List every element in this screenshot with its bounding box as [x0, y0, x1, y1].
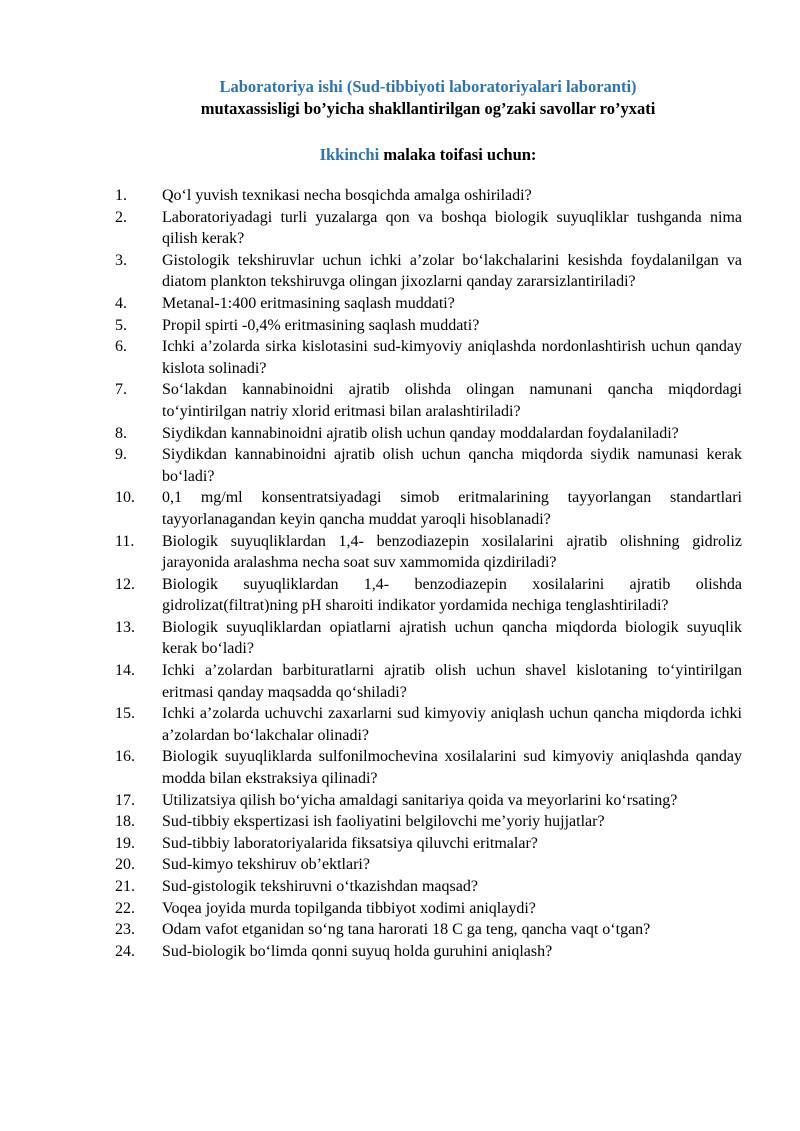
item-text: Laboratoriyadagi turli yuzalarga qon va boshqa biologik suyuqliklar tushganda nima qilish kerak?	[162, 208, 742, 248]
item-text: Odam vafot etganidan so‘ng tana harorati 18 C ga teng, qancha vaqt o‘tgan?	[162, 921, 651, 939]
list-item	[115, 293, 742, 315]
list-item	[115, 854, 742, 876]
document-title: Laboratoriya ishi (Sud-tibbiyoti laboratoriyalari laboranti)	[219, 77, 637, 96]
item-number: 9.	[115, 446, 127, 464]
item-text: Qo‘l yuvish texnikasi necha bosqichda amalga oshiriladi?	[162, 187, 532, 204]
list-item	[115, 185, 742, 207]
document-subtitle: mutaxassisligi bo’yicha shakllantirilgan og’zaki savollar ro’yxati	[200, 99, 656, 118]
item-number: 2.	[115, 208, 127, 226]
category-rest: malaka toifasi uchun:	[379, 145, 537, 164]
list-item	[115, 941, 742, 963]
list-item	[115, 919, 742, 941]
category-heading	[0, 145, 800, 165]
item-text: Siydikdan kannabinoidni ajratib olish uchun qancha miqdorda siydik namunasi kerak bo‘ladi?	[162, 446, 742, 485]
item-text: Sud-tibbiy ekspertizasi ish faoliyatini belgilovchi me’yoriy hujjatlar?	[162, 813, 605, 831]
item-text: Siydikdan kannabinoidni ajratib olish uchun qanday moddalardan foydalaniladi?	[162, 424, 679, 442]
item-number: 11.	[115, 532, 135, 550]
list-item	[115, 531, 742, 574]
item-number: 19.	[115, 834, 135, 852]
list-item	[115, 315, 742, 337]
item-text: Ichki a’zolardan barbituratlarni ajratib olish uchun shavel kislotaning to‘yintirilgan eritmasi qanday maqsadda qo‘shiladi?	[162, 662, 742, 701]
item-number: 13.	[115, 618, 135, 636]
item-number: 8.	[115, 424, 127, 442]
item-text: Sud-kimyo tekshiruv ob’ektlari?	[162, 856, 370, 874]
item-number: 21.	[115, 878, 135, 895]
item-number: 18.	[115, 813, 135, 831]
list-item	[115, 746, 742, 789]
category-accent: Ikkinchi	[319, 145, 380, 164]
item-text: Voqea joyida murda topilganda tibbiyot xodimi aniqlaydi?	[162, 899, 536, 917]
item-text: Propil spirti -0,4% eritmasining saqlash muddati?	[162, 316, 480, 334]
item-number: 6.	[115, 338, 127, 356]
list-item	[115, 336, 742, 379]
item-text: Utilizatsiya qilish bo‘yicha amaldagi sanitariya qoida va meyorlarini ko‘rsating?	[162, 791, 678, 809]
item-text: Ichki a’zolarda uchuvchi zaxarlarni sud kimyoviy aniqlash uchun qancha miqdorda ichki a’zolardan bo‘lakchalar olinadi?	[162, 705, 742, 744]
list-item	[115, 660, 742, 703]
item-text: Biologik suyuqliklardan 1,4- benzodiazepin xosilalarini ajratib olishning gidroliz jarayonida aralashma necha soat suv xammomida qizdiriladi?	[162, 532, 742, 572]
item-number: 24.	[115, 942, 135, 960]
item-number: 15.	[115, 705, 135, 723]
list-item	[115, 898, 742, 920]
questions-list	[115, 185, 742, 962]
item-number: 1.	[115, 187, 127, 204]
item-number: 4.	[115, 294, 127, 312]
list-item	[115, 379, 742, 422]
list-item	[115, 790, 742, 812]
list-item	[115, 617, 742, 660]
item-number: 22.	[115, 899, 135, 917]
list-item	[115, 574, 742, 617]
item-text: Biologik suyuqliklardan opiatlarni ajratish uchun qancha miqdorda biologik suyuqlik kerak bo‘ladi?	[162, 618, 742, 658]
item-text: Sud-gistologik tekshiruvni o‘tkazishdan maqsad?	[162, 878, 478, 895]
item-number: 7.	[115, 381, 127, 399]
list-item	[115, 487, 742, 530]
item-text: Sud-biologik bo‘limda qonni suyuq holda guruhini aniqlash?	[162, 942, 553, 960]
list-item	[115, 811, 742, 833]
item-text: Biologik suyuqliklarda sulfonilmochevina xosilalarini sud kimyoviy aniqlashda qanday modda bilan ekstraksiya qilinadi?	[162, 748, 742, 788]
item-number: 14.	[115, 662, 135, 680]
item-text: Metanal-1:400 eritmasining saqlash muddati?	[162, 294, 455, 312]
item-text: Sud-tibbiy laboratoriyalarida fiksatsiya qiluvchi eritmalar?	[162, 834, 538, 852]
list-item	[115, 444, 742, 487]
item-number: 16.	[115, 748, 135, 766]
list-item	[115, 703, 742, 746]
item-number: 5.	[115, 316, 127, 334]
item-number: 10.	[115, 489, 135, 507]
list-item	[115, 207, 742, 250]
list-item	[115, 250, 742, 293]
item-text: Biologik suyuqliklardan 1,4- benzodiazepin xosilalarini ajratib olishda gidrolizat(filtrat)ning pH sharoiti indikator yordamida nechiga tenglashtiriladi?	[162, 575, 742, 615]
item-text: So‘lakdan kannabinoidni ajratib olishda olingan namunani qancha miqdordagi to‘yintirilgan natriy xlorid eritmasi bilan aralashtiriladi?	[162, 381, 742, 420]
item-number: 20.	[115, 856, 135, 874]
list-item	[115, 423, 742, 445]
list-item	[115, 876, 742, 898]
item-number: 23.	[115, 921, 135, 939]
item-number: 3.	[115, 251, 127, 269]
item-text: 0,1 mg/ml konsentratsiyadagi simob eritmalarining tayyorlangan standartlari tayyorlanagandan keyin qancha muddat yaroqli hisoblanadi?	[162, 489, 742, 528]
list-item	[115, 833, 742, 855]
item-text: Gistologik tekshiruvlar uchun ichki a’zolar bo‘lakchalarini kesishda foydalanilgan va diatom plankton tekshiruvga olingan jixozlarni qanday zararsizlantiriladi?	[162, 251, 742, 291]
item-number: 12.	[115, 575, 135, 593]
item-number: 17.	[115, 791, 135, 809]
item-text: Ichki a’zolarda sirka kislotasini sud-kimyoviy aniqlashda nordonlashtirish uchun qanday kislota solinadi?	[162, 338, 742, 377]
